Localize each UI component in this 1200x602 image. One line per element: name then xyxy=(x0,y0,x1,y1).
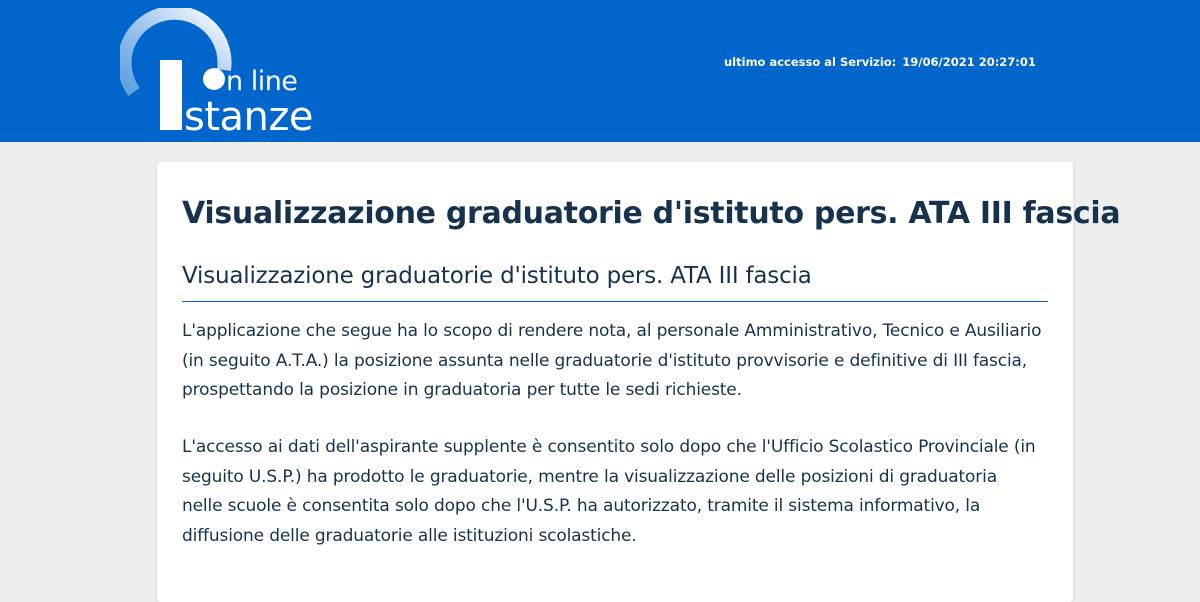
paragraph-line: nelle scuole è consentita solo dopo che l'U.S.P. ha autorizzato, tramite il sistema informativo, la xyxy=(182,496,981,516)
logo-text-istanze: stanze xyxy=(184,94,313,136)
last-access-value: 19/06/2021 20:27:01 xyxy=(902,55,1036,69)
paragraph-line: seguito U.S.P.) ha prodotto le graduatorie, mentre la visualizzazione delle posizioni di graduatoria xyxy=(182,466,997,487)
logo-graphic xyxy=(120,8,330,136)
last-access-label: ultimo accesso al Servizio: xyxy=(724,55,897,69)
last-access-info xyxy=(724,55,1036,69)
top-header xyxy=(0,0,1200,142)
section-title: Visualizzazione graduatorie d'istituto pers. ATA III fascia xyxy=(182,263,812,289)
logo-text-online: n line xyxy=(226,66,298,97)
paragraph-intro xyxy=(182,317,1052,406)
section-divider xyxy=(182,301,1048,302)
paragraph-line: (in seguito A.T.A.) la posizione assunta nelle graduatorie d'istituto provvisorie e definitive di III fascia, xyxy=(182,350,1028,371)
content-card xyxy=(157,162,1121,602)
paragraph-line: prospettando la posizione in graduatoria per tutte le sedi richieste. xyxy=(182,380,742,400)
paragraph-line: diffusione delle graduatorie alle istituzioni scolastiche. xyxy=(182,525,637,546)
page-title: Visualizzazione graduatorie d'istituto pers. ATA III fascia xyxy=(182,196,1121,231)
paragraph-line: L'applicazione che segue ha lo scopo di rendere nota, al personale Amministrativo, Tecnico e Ausiliario xyxy=(182,321,1042,341)
paragraph-line: L'accesso ai dati dell'aspirante supplente è consentito solo dopo che l'Ufficio Scolastico Provinciale (in xyxy=(182,437,1036,457)
istanze-online-logo[interactable] xyxy=(120,8,330,136)
paragraph-access xyxy=(182,433,1052,551)
